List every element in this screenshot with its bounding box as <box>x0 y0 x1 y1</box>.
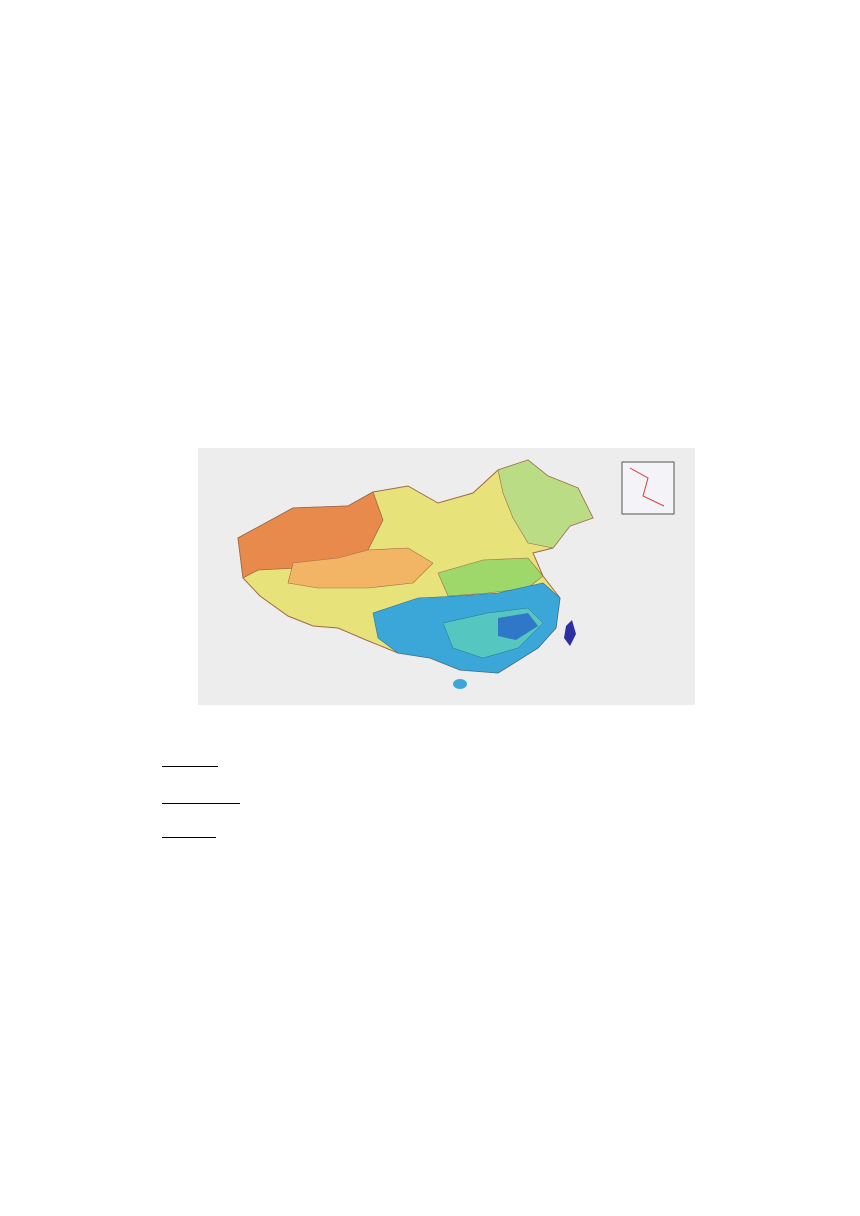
precipitation-map <box>198 448 695 705</box>
inset-map <box>622 462 674 514</box>
blank-4[interactable] <box>162 823 216 838</box>
precipitation-bar-charts <box>195 922 700 1092</box>
question-2-continued <box>162 823 216 842</box>
blank-1[interactable] <box>162 752 218 767</box>
blank-3[interactable] <box>212 789 240 804</box>
question-2 <box>162 785 722 815</box>
blank-2[interactable] <box>162 789 212 804</box>
question-1 <box>162 748 722 778</box>
